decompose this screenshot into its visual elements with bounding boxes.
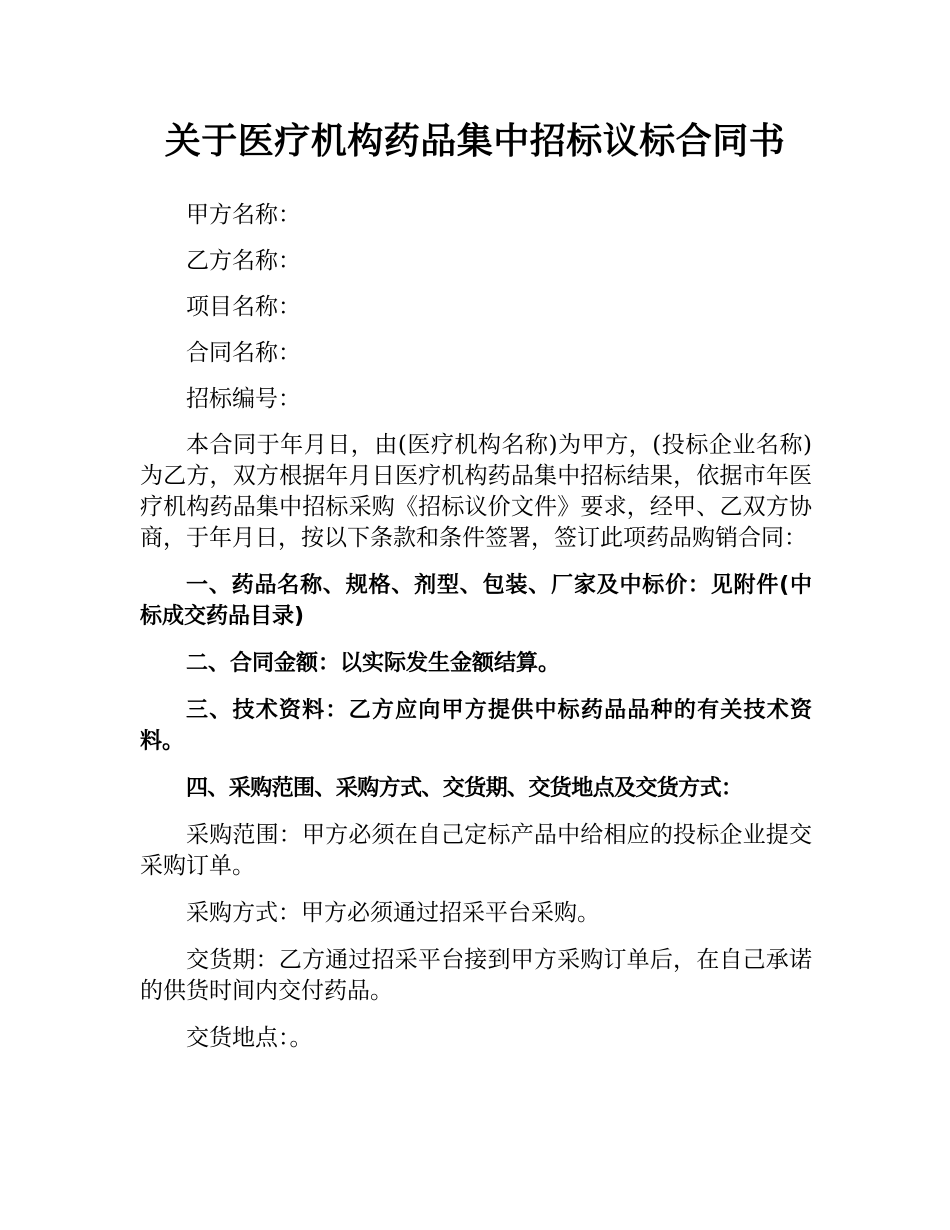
document-title: 关于医疗机构药品集中招标议标合同书 [164,121,786,162]
delivery-period-paragraph: 交货期：乙方通过招采平台接到甲方采购订单后，在自己承诺的供货时间内交付药品。 [140,947,812,1004]
procurement-method-paragraph: 采购方式：甲方必须通过招采平台采购。 [186,900,600,926]
delivery-place-paragraph: 交货地点：。 [186,1025,313,1051]
contract-name-field: 合同名称： [186,340,301,366]
party-a-name-field: 甲方名称： [186,202,301,228]
intro-paragraph: 本合同于年月日，由(医疗机构名称)为甲方，(投标企业名称)为乙方，双方根据年月日医疗机构药品集中招标结果，依据市年医疗机构药品集中招标采购《招标议价文件》要求，经甲、乙双方协商，于年月日，按以下条款和条件签署，签订此项药品购销合同： [140,432,812,551]
clause-2: 二、合同金额：以实际发生金额结算。 [186,651,561,676]
clause-1: 一、药品名称、规格、剂型、包装、厂家及中标价：见附件(中标成交药品目录) [140,573,812,629]
document-body [140,200,812,1070]
clause-3: 三、技术资料：乙方应向甲方提供中标药品品种的有关技术资料。 [140,698,812,754]
procurement-scope-paragraph: 采购范围：甲方必须在自己定标产品中给相应的投标企业提交采购订单。 [140,822,812,879]
clause-4: 四、采购范围、采购方式、交货期、交货地点及交货方式： [186,776,743,801]
tender-number-field: 招标编号： [186,386,301,412]
party-b-name-field: 乙方名称： [186,248,301,274]
project-name-field: 项目名称： [186,294,301,320]
